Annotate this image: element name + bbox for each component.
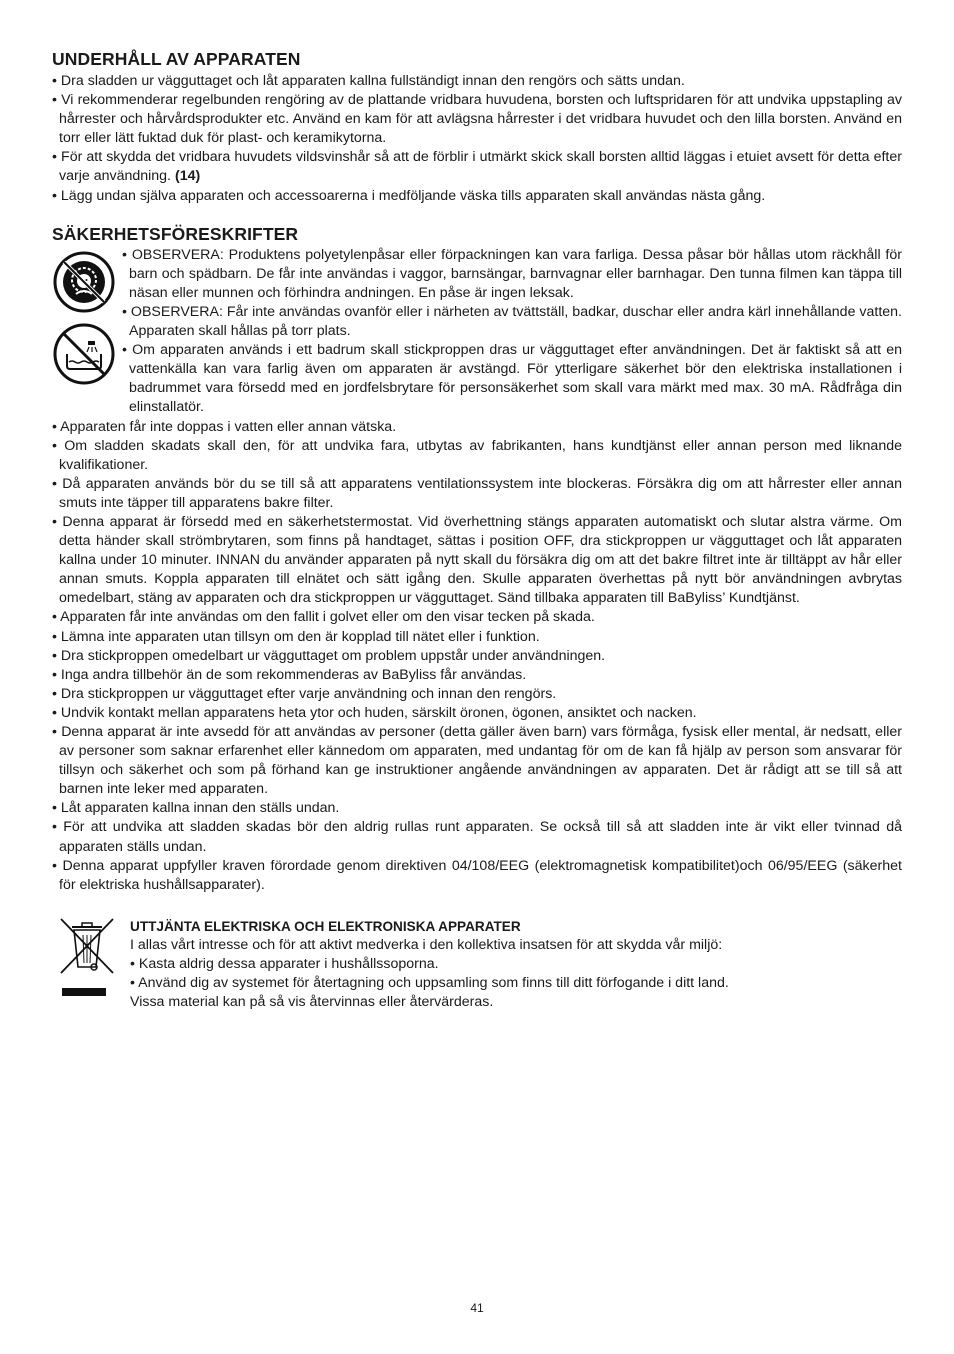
crossed-out-wheelie-bin-icon: [58, 917, 116, 997]
safety-heading: SÄKERHETSFÖRESKRIFTER: [52, 223, 299, 244]
warning-item: • OBSERVERA: Produktens polyetylenpåsar eller förpackningen kan vara farliga. Dessa påsar bör hållas utom räckhåll för barn och spädbarn. De får inte användas i vaggor, barnsängar, barnvagnar eller barnhagar. Den tunna filmen kan täppa till näsan eller munnen och förhindra andningen. En påse är ingen leksak.: [122, 246, 902, 303]
weee-text: [130, 917, 729, 1012]
safety-item: • Denna apparat är försedd med en säkerhetstermostat. Vid överhettning stängs apparaten automatiskt och slutar alstra värme. Om detta händer skall strömbrytaren, som finns på handtaget, sättas i position OFF, dra stickproppen ur vägguttaget och låt apparaten kallna under 10 minuter. INNAN du använder apparaten på nytt skall du försäkra dig om att det bakre filtret inte är tilltäppt av hår eller annan smuts. Koppla apparaten till elnätet och sätt igång den. Skulle apparaten överhettas på nytt bör användningen avbrytas omedelbart, stäng av apparaten och dra stickproppen ur vägguttaget. Sänd tillbaka apparaten till BaByliss’ Kundtjänst.: [52, 513, 902, 608]
safety-item: • Dra stickproppen ur vägguttaget efter varje användning och innan den rengörs.: [52, 685, 902, 704]
weee-icon-wrap: [52, 917, 130, 1012]
safety-item: • Denna apparat uppfyller kraven förordade genom direktiven 04/108/EEG (elektromagnetisk kompatibilitet)och 06/95/EEG (säkerhet för elektriska hushållsapparater).: [52, 857, 902, 895]
maintenance-section: [52, 48, 902, 206]
safety-item: • Låt apparaten kallna innan den ställs undan.: [52, 799, 902, 818]
safety-item: • Om sladden skadats skall den, för att undvika fara, utbytas av fabrikanten, hans kundtjänst eller annan person med liknande kvalifikationer.: [52, 437, 902, 475]
safety-item: • Denna apparat är inte avsedd för att användas av personer (detta gäller även barn) vars förmåga, fysisk eller mental, är nedsatt, eller av personer som saknar erfarenhet eller kännedom om apparaten, med undantag för om de kan få hjälp av person som ansvarar för tillsyn och säkerhet och som på förhand kan ge instruktioner angående användningen av apparaten. Det är rådigt att se till så att barnen inte leker med apparaten.: [52, 723, 902, 799]
maintenance-heading: UNDERHÅLL AV APPARATEN: [52, 49, 301, 69]
warning-item: • OBSERVERA: Får inte användas ovanför eller i närheten av tvättställ, badkar, duschar eller andra kärl innehållande vatten. Apparaten skall hållas på torr plats.: [122, 303, 902, 341]
warning-item: • Om apparaten används i ett badrum skall stickproppen dras ur vägguttaget efter användningen. Det är faktiskt så att en vattenkälla kan vara farlig även om apparaten är avstängd. För ytterligare säkerhet bör den elektriska installationen i badrummet vara försedd med en jordfelsbrytare för personsäkerhet som skall vara märkt med max. 30 mA. Rådfråga din elinstallatör.: [122, 341, 902, 417]
maintenance-item: • Lägg undan själva apparaten och accessoarerna i medföljande väska tills apparaten skall användas nästa gång.: [52, 187, 902, 206]
no-plastic-bag-child-icon: [52, 250, 116, 314]
maintenance-item-text: För att skydda det vridbara huvudets vildsvinshår så att de förblir i utmärkt skick skall borsten alltid läggas i etuiet avsett för detta efter varje användning.: [59, 149, 902, 185]
weee-title: UTTJÄNTA ELEKTRISKA OCH ELEKTRONISKA APPARATER: [130, 918, 521, 934]
weee-line: Vissa material kan på så vis återvinnas eller återvärderas.: [130, 994, 494, 1011]
no-bathtub-icon: [52, 322, 116, 386]
weee-section: [52, 917, 902, 1012]
safety-item: • För att undvika att sladden skadas bör den aldrig rullas runt apparaten. Se också till så att sladden inte är vikt eller tvinnad då apparaten ställs undan.: [52, 818, 902, 856]
warning-icons: [52, 246, 122, 418]
weee-line: • Använd dig av systemet för återtagning och uppsamling som finns till ditt förfogande i ditt land.: [130, 975, 729, 992]
weee-line: • Kasta aldrig dessa apparater i hushållssoporna.: [130, 956, 439, 973]
safety-item: • Apparaten får inte användas om den fallit i golvet eller om den visar tecken på skada.: [52, 608, 902, 627]
safety-item: • Då apparaten används bör du se till så att apparatens ventilationssystem inte blockeras. Försäkra dig om att hårrester eller annan smuts inte täpper till apparatens bakre filter.: [52, 475, 902, 513]
page-content: [52, 48, 902, 1012]
weee-line: I allas vårt intresse och för att aktivt medverka i den kollektiva insatsen för att skydda vår miljö:: [130, 936, 723, 953]
figure-reference: (14): [174, 168, 201, 185]
safety-item: • Inga andra tillbehör än de som rekommenderas av BaByliss får användas.: [52, 666, 902, 685]
page-number: 41: [470, 1301, 484, 1315]
safety-item: • Undvik kontakt mellan apparatens heta ytor och huden, särskilt öronen, ögonen, ansiktet och nacken.: [52, 704, 902, 723]
safety-item: • Dra stickproppen omedelbart ur vägguttaget om problem uppstår under användningen.: [52, 647, 902, 666]
maintenance-item: • Vi rekommenderar regelbunden rengöring av de plattande vridbara huvudena, borsten och luftspridaren för att undvika uppstapling av hårrester och hårvårdsprodukter etc. Använd en kam för att avlägsna hårrester i det vridbara huvudet och den lilla borsten. Använd en torr eller lätt fuktad duk för plast- och keramikytorna.: [52, 91, 902, 148]
warning-block: [52, 246, 902, 418]
maintenance-item: [52, 148, 902, 186]
warning-text: [122, 246, 902, 418]
safety-section: [52, 223, 902, 895]
safety-item: • Apparaten får inte doppas i vatten eller annan vätska.: [52, 418, 902, 437]
maintenance-item: • Dra sladden ur vägguttaget och låt apparaten kallna fullständigt innan den rengörs och sätts undan.: [52, 72, 902, 91]
safety-item: • Lämna inte apparaten utan tillsyn om den är kopplad till nätet eller i funktion.: [52, 628, 902, 647]
